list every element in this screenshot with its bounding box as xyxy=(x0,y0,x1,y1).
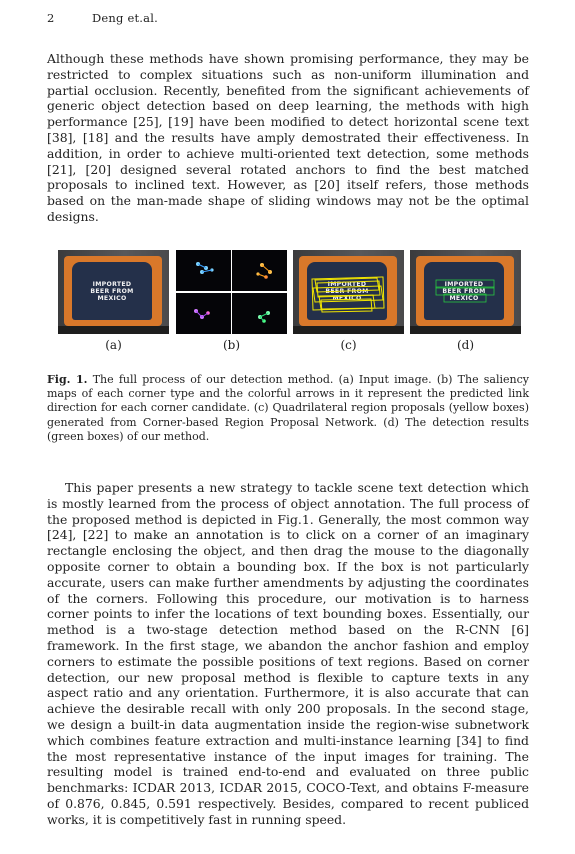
saliency-map-bottom-left xyxy=(176,293,231,334)
figure-1 xyxy=(58,250,524,360)
panel-label-d: (d) xyxy=(456,338,475,352)
running-head-authors: Deng et.al. xyxy=(92,11,158,25)
sign-text: IMPORTED BEER FROM MEXICO xyxy=(90,281,134,302)
saliency-map-bottom-right xyxy=(232,293,287,334)
figure-caption xyxy=(47,373,529,444)
green-detection-boxes xyxy=(410,250,521,334)
saliency-map-top-right xyxy=(232,250,287,291)
running-header xyxy=(47,11,158,25)
figure-panel-a-input-image xyxy=(58,250,169,334)
figure-panel-c-region-proposals: IMPORTED BEER FROM MEXICO xyxy=(293,250,404,334)
paragraph-1: Although these methods have shown promising performance, they may be restricted to complex situations such as non-uniform illumination and partial occlusion. Recently, benefited from the significant achievements of generic object detection based on deep learning, the methods with high performance [25], [19] have been modified to detect horizontal scene text [38], [18] and the results have amply demostrated their effectiveness. In addition, in order to achieve multi-oriented text detection, some methods [21], [20] designed several rotated anchors to find the best matched proposals to inclined text. However, as [20] itself refers, those methods based on the man-made shape of sliding windows may not be the optimal designs. xyxy=(47,51,529,224)
saliency-map-top-left xyxy=(176,250,231,291)
yellow-proposal-boxes xyxy=(293,250,404,334)
panel-label-b: (b) xyxy=(222,338,241,352)
figure-panel-b-saliency-maps xyxy=(176,250,287,334)
page-number: 2 xyxy=(47,11,55,25)
figure-caption-label: Fig. 1. xyxy=(47,373,88,386)
paragraph-2: This paper presents a new strategy to tackle scene text detection which is mostly learned from the process of object annotation. The full process of the proposed method is depicted in Fig.1. Generally, the most common way [24], [22] to make an annotation is to click on a corner of an imaginary rectangle enclosing the object, and then drag the mouse to the diagonally opposite corner to obtain a bounding box. If the box is not particularly accurate, users can make further amendments by adjusting the coordinates of the corners. Following this procedure, our motivation is to harness corner points to infer the locations of text bounding boxes. Essentially, our method is a two-stage detection method based on the R-CNN [6] framework. In the first stage, we abandon the anchor fashion and employ corners to estimate the possible positions of text regions. Based on corner detection, our new proposal method is flexible to capture texts in any aspect ratio and any orientation. Furthermore, it is also accurate that can achieve the desirable recall with only 200 proposals. In the second stage, we design a built-in data augmentation inside the region-wise subnetwork which combines feature extraction and multi-instance learning [34] to find the most representative instance of the input images for training. The resulting model is trained end-to-end and evaluated on three public benchmarks: ICDAR 2013, ICDAR 2015, COCO-Text, and obtains F-measure of 0.876, 0.845, 0.591 respectively. Besides, compared to recent publiced works, it is competitively fast in running speed. xyxy=(47,480,529,827)
figure-caption-text: The full process of our detection method. (a) Input image. (b) The saliency maps of each corner type and the colorful arrows in it represent the predicted link direction for each corner candidate. (c) Quadrilateral region proposals (yellow boxes) generated from Corner-based Region Proposal Network. (d) The detection results (green boxes) of our method. xyxy=(47,373,529,443)
panel-label-c: (c) xyxy=(340,338,357,352)
panel-label-a: (a) xyxy=(105,338,122,352)
figure-panel-d-detection-results: IMPORTED BEER FROM MEXICO xyxy=(410,250,521,334)
